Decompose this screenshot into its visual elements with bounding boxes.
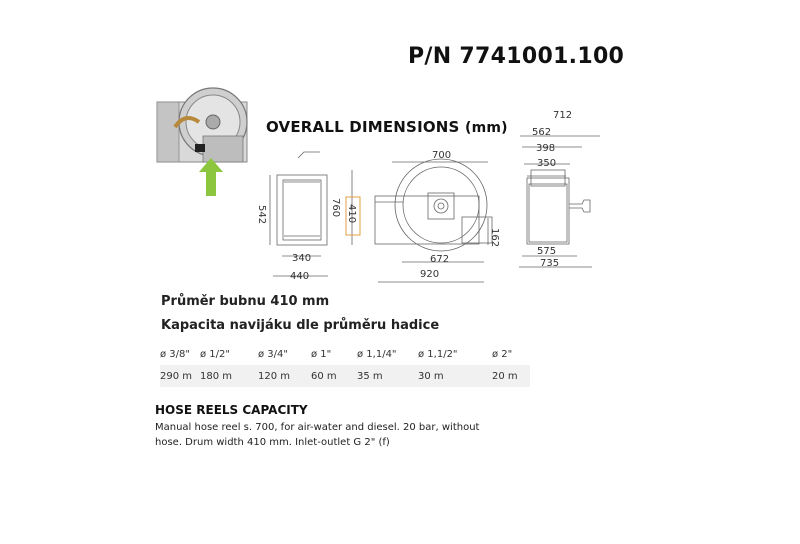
size-cell: ø 3/8" — [160, 348, 190, 360]
size-cell: ø 1,1/4" — [357, 348, 397, 360]
dim-right-735: 735 — [540, 258, 560, 269]
dim-right-575: 575 — [537, 246, 557, 257]
dim-front-height: 760 — [330, 198, 341, 218]
dim-side-height: 542 — [256, 205, 267, 225]
length-cell: 30 m — [418, 365, 492, 387]
dim-side-width: 440 — [290, 271, 310, 282]
dim-front-top-width: 700 — [432, 150, 452, 161]
size-cell: ø 1" — [311, 348, 332, 360]
length-cell: 60 m — [311, 365, 357, 387]
table-row — [160, 365, 530, 387]
length-cell: 180 m — [200, 365, 258, 387]
dim-front-inner-width: 672 — [430, 254, 450, 265]
part-number: P/N 7741001.100 — [408, 44, 625, 69]
dim-right-712: 712 — [553, 110, 573, 121]
size-cell: ø 3/4" — [258, 348, 288, 360]
dim-right-562: 562 — [532, 127, 552, 138]
product-photo — [155, 82, 255, 200]
hose-reels-title: HOSE REELS CAPACITY — [155, 403, 308, 417]
dim-front-width: 920 — [420, 269, 440, 280]
length-cell: 35 m — [357, 365, 418, 387]
size-cell: ø 2" — [492, 348, 513, 360]
length-cell: 120 m — [258, 365, 311, 387]
description: Manual hose reel s. 700, for air-water and diesel. 20 bar, without hose. Drum width 410 mm. Inlet-outlet G 2" (f) — [155, 422, 480, 448]
length-cell: 20 m — [492, 365, 530, 387]
dim-front-small: 162 — [489, 228, 500, 248]
dim-front-axis-height: 410 — [346, 204, 357, 224]
size-cell: ø 1,1/2" — [418, 348, 458, 360]
capacity-heading: Kapacita navijáku dle průměru hadice — [161, 318, 440, 333]
overall-dimensions-title: OVERALL DIMENSIONS (mm) — [266, 118, 508, 136]
size-cell: ø 1/2" — [200, 348, 230, 360]
dim-right-398: 398 — [536, 143, 556, 154]
drum-diameter: Průměr bubnu 410 mm — [161, 294, 330, 309]
capacity-table — [160, 343, 530, 387]
dim-side-width-inner: 340 — [292, 253, 312, 264]
table-row — [160, 343, 530, 365]
dim-right-350: 350 — [537, 158, 557, 169]
length-cell: 290 m — [160, 365, 200, 387]
up-arrow-icon — [199, 158, 223, 196]
